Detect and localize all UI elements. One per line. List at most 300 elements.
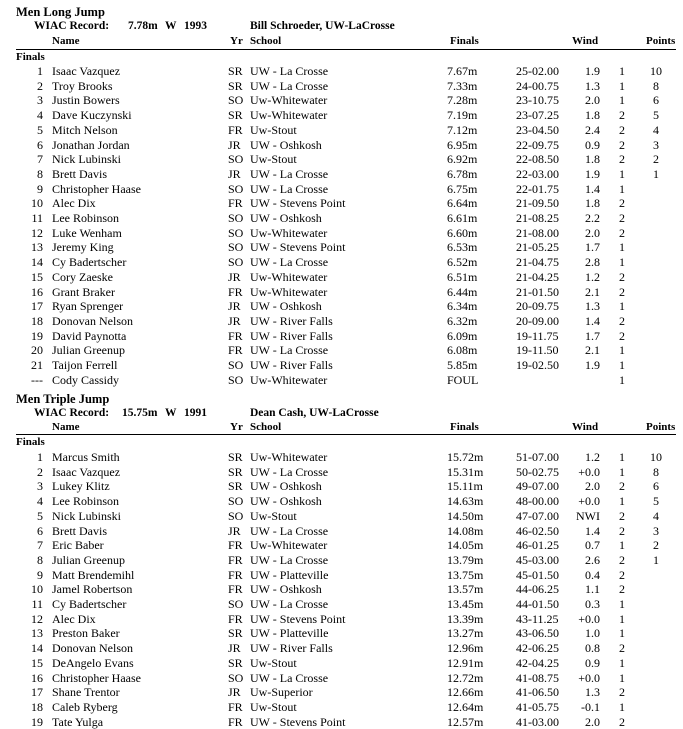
header-yr: Yr [230, 421, 243, 433]
year-cell: FR [228, 538, 243, 553]
points-cell: 4 [653, 122, 659, 137]
school-cell: UW - Oshkosh [250, 137, 322, 152]
school-cell: UW - La Crosse [250, 670, 329, 685]
mark-metric: 15.11m [447, 479, 483, 494]
year-cell: SR [228, 655, 243, 670]
year-cell: SR [228, 450, 243, 464]
place-cell: 3 [37, 479, 43, 494]
wind-cell: 1.9 [585, 166, 600, 181]
year-cell: SR [228, 479, 243, 494]
year-cell: JR [228, 137, 241, 152]
table-row [0, 285, 683, 300]
flight-cell: 1 [619, 78, 625, 93]
school-cell: Uw-Whitewater [250, 284, 328, 299]
school-cell: Uw-Stout [250, 508, 297, 523]
year-cell: SR [228, 78, 243, 93]
wind-cell: 1.1 [585, 582, 600, 597]
school-cell: UW - Platteville [250, 626, 329, 641]
place-cell: 8 [37, 166, 43, 181]
place-cell: 4 [37, 494, 43, 509]
year-cell: SO [228, 670, 244, 685]
year-cell: JR [228, 299, 241, 314]
mark-metric: 7.33m [447, 78, 478, 93]
flight-cell: 1 [619, 343, 625, 358]
mark-imperial: 51-07.00 [516, 450, 559, 464]
column-headers [0, 421, 683, 435]
table-row [0, 612, 683, 627]
place-cell: 13 [31, 626, 43, 641]
school-cell: UW - La Crosse [250, 597, 329, 611]
school-cell: UW - Stevens Point [250, 196, 346, 211]
place-cell: 19 [31, 714, 43, 729]
flight-cell: 1 [619, 299, 625, 314]
mark-imperial: 20-09.75 [516, 299, 559, 314]
school-cell: UW - River Falls [250, 328, 333, 343]
mark-metric: 15.72m [447, 450, 484, 464]
flight-cell: 2 [619, 225, 625, 240]
athlete-name: Christopher Haase [52, 181, 141, 196]
header-finals: Finals [450, 35, 479, 47]
wind-cell: -0.1 [581, 699, 600, 714]
place-cell: 15 [31, 269, 43, 284]
athlete-name: Luke Wenham [52, 225, 122, 240]
year-cell: JR [228, 523, 241, 538]
place-cell: --- [31, 372, 43, 387]
mark-metric: 7.12m [447, 122, 478, 137]
wind-cell: 2.0 [585, 225, 600, 240]
athlete-name: Taijon Ferrell [52, 358, 118, 372]
athlete-name: Cy Badertscher [52, 597, 127, 611]
flight-cell: 1 [619, 358, 625, 372]
flight-cell: 2 [619, 269, 625, 284]
athlete-name: Alec Dix [52, 196, 96, 211]
place-cell: 16 [31, 670, 43, 685]
athlete-name: Shane Trentor [52, 685, 120, 700]
table-row [0, 270, 683, 285]
year-cell: SR [228, 64, 243, 78]
wind-cell: 0.9 [585, 137, 600, 152]
wind-cell: 1.7 [585, 240, 600, 255]
event-title: Men Triple Jump [16, 392, 110, 406]
year-cell: SR [228, 626, 243, 641]
round-label: Finals [16, 51, 45, 63]
flight-cell: 2 [619, 567, 625, 582]
place-cell: 6 [37, 523, 43, 538]
wind-cell: +0.0 [578, 494, 600, 509]
mark-metric: 12.91m [447, 655, 484, 670]
table-row [0, 553, 683, 568]
header-points: Points [646, 35, 676, 47]
mark-metric: 6.75m [447, 181, 478, 196]
mark-imperial: 44-06.25 [516, 582, 559, 597]
place-cell: 10 [31, 582, 43, 597]
mark-metric: 6.51m [447, 269, 478, 284]
header-school: School [250, 35, 282, 47]
mark-metric: 12.72m [447, 670, 484, 685]
mark-imperial: 43-06.50 [516, 626, 559, 641]
place-cell: 15 [31, 655, 43, 670]
flight-cell: 2 [619, 479, 625, 494]
flight-cell: 1 [619, 597, 625, 611]
school-cell: UW - Stevens Point [250, 611, 346, 626]
year-cell: SO [228, 93, 244, 108]
year-cell: JR [228, 313, 241, 328]
place-cell: 7 [37, 152, 43, 167]
flight-cell: 1 [619, 655, 625, 670]
wind-cell: 2.0 [585, 479, 600, 494]
year-cell: JR [228, 685, 241, 700]
year-cell: SO [228, 597, 244, 611]
mark-imperial: 48-00.00 [516, 494, 559, 509]
place-cell: 4 [37, 108, 43, 123]
year-cell: FR [228, 122, 243, 137]
wind-cell: 0.3 [585, 597, 600, 611]
wind-cell: 1.3 [585, 299, 600, 314]
school-cell: Uw-Whitewater [250, 108, 328, 123]
points-cell: 2 [653, 538, 659, 553]
mark-metric: 13.79m [447, 552, 484, 567]
flight-cell: 2 [619, 196, 625, 211]
flight-cell: 2 [619, 685, 625, 700]
table-row [0, 255, 683, 270]
mark-imperial: 46-01.25 [516, 538, 559, 553]
athlete-name: DeAngelo Evans [52, 655, 134, 670]
wind-cell: 2.1 [585, 284, 600, 299]
flight-cell: 1 [619, 611, 625, 626]
table-row [0, 343, 683, 358]
header-finals: Finals [450, 421, 479, 433]
mark-imperial: 50-02.75 [516, 464, 559, 479]
table-row [0, 373, 683, 388]
mark-imperial: 22-09.75 [516, 137, 559, 152]
wind-cell: 1.8 [585, 152, 600, 167]
athlete-name: Julian Greenup [52, 343, 125, 358]
year-cell: FR [228, 714, 243, 729]
athlete-name: Tate Yulga [52, 714, 104, 729]
school-cell: Uw-Whitewater [250, 372, 328, 387]
year-cell: SO [228, 181, 244, 196]
school-cell: UW - Oshkosh [250, 479, 322, 494]
table-row [0, 108, 683, 123]
mark-imperial: 47-07.00 [516, 508, 559, 523]
mark-metric: 14.63m [447, 494, 484, 509]
mark-metric: FOUL [447, 372, 479, 387]
athlete-name: Alec Dix [52, 611, 96, 626]
athlete-name: Isaac Vazquez [52, 464, 121, 479]
athlete-name: Lukey Klitz [52, 479, 110, 494]
year-cell: SO [228, 255, 244, 270]
mark-imperial: 46-02.50 [516, 523, 559, 538]
column-headers [0, 35, 683, 49]
place-cell: 9 [37, 181, 43, 196]
header-wind: Wind [572, 35, 599, 47]
athlete-name: Donovan Nelson [52, 641, 133, 656]
round-label: Finals [16, 436, 45, 448]
flight-cell: 1 [619, 166, 625, 181]
athlete-name: Brett Davis [52, 166, 107, 181]
athlete-name: Preston Baker [52, 626, 120, 641]
points-cell: 8 [653, 78, 659, 93]
table-row [0, 538, 683, 553]
record-mark: 15.75m [122, 407, 158, 419]
record-mark: 7.78m [128, 20, 158, 32]
mark-imperial: 49-07.00 [516, 479, 559, 494]
table-row [0, 494, 683, 509]
header-points: Points [646, 421, 676, 433]
year-cell: SO [228, 372, 244, 387]
wind-cell: 1.4 [585, 523, 600, 538]
flight-cell: 2 [619, 523, 625, 538]
wind-cell: 1.3 [585, 78, 600, 93]
wind-cell: 2.0 [585, 93, 600, 108]
wind-cell: 0.7 [585, 538, 600, 553]
place-cell: 2 [37, 464, 43, 479]
mark-imperial: 25-02.00 [516, 64, 559, 78]
year-cell: FR [228, 196, 243, 211]
year-cell: FR [228, 552, 243, 567]
athlete-name: Lee Robinson [52, 494, 119, 509]
mark-metric: 15.31m [447, 464, 484, 479]
header-school: School [250, 421, 282, 433]
mark-metric: 14.50m [447, 508, 484, 523]
school-cell: UW - La Crosse [250, 181, 329, 196]
table-row [0, 479, 683, 494]
table-row [0, 226, 683, 241]
flight-cell: 1 [619, 464, 625, 479]
athlete-name: Dave Kuczynski [52, 108, 132, 123]
event-title: Men Long Jump [16, 5, 105, 19]
table-row [0, 123, 683, 138]
table-row [0, 656, 683, 671]
points-cell: 5 [653, 108, 659, 123]
year-cell: FR [228, 328, 243, 343]
table-row [0, 582, 683, 597]
mark-imperial: 21-09.50 [516, 196, 559, 211]
wind-cell: 2.1 [585, 343, 600, 358]
mark-metric: 12.66m [447, 685, 484, 700]
school-cell: Uw-Stout [250, 152, 297, 167]
wind-cell: 2.0 [585, 714, 600, 729]
school-cell: UW - Platteville [250, 567, 329, 582]
mark-metric: 6.44m [447, 284, 478, 299]
school-cell: Uw-Whitewater [250, 538, 328, 553]
record-holder: Bill Schroeder, UW-LaCrosse [250, 20, 395, 32]
athlete-name: Julian Greenup [52, 552, 125, 567]
athlete-name: Isaac Vazquez [52, 64, 121, 78]
mark-imperial: 22-01.75 [516, 181, 559, 196]
mark-metric: 12.64m [447, 699, 484, 714]
place-cell: 10 [31, 196, 43, 211]
place-cell: 1 [37, 450, 43, 464]
wind-cell: 2.2 [585, 211, 600, 225]
record-wind-flag: W [165, 20, 177, 32]
year-cell: SR [228, 108, 243, 123]
flight-cell: 2 [619, 313, 625, 328]
school-cell: UW - Oshkosh [250, 582, 322, 597]
athlete-name: Nick Lubinski [52, 152, 121, 167]
school-cell: UW - Stevens Point [250, 714, 346, 729]
mark-metric: 6.08m [447, 343, 478, 358]
place-cell: 18 [31, 699, 43, 714]
athlete-name: Matt Brendemihl [52, 567, 135, 582]
place-cell: 20 [31, 343, 43, 358]
mark-imperial: 21-04.75 [516, 255, 559, 270]
mark-imperial: 44-01.50 [516, 597, 559, 611]
table-row [0, 79, 683, 94]
athlete-name: Brett Davis [52, 523, 107, 538]
flight-cell: 2 [619, 137, 625, 152]
points-cell: 3 [653, 137, 659, 152]
flight-cell: 1 [619, 699, 625, 714]
place-cell: 13 [31, 240, 43, 255]
mark-imperial: 19-02.50 [516, 358, 559, 372]
mark-metric: 6.52m [447, 255, 478, 270]
header-rule [16, 434, 676, 435]
mark-imperial: 41-05.75 [516, 699, 559, 714]
school-cell: UW - Stevens Point [250, 240, 346, 255]
athlete-name: Nick Lubinski [52, 508, 121, 523]
place-cell: 12 [31, 611, 43, 626]
athlete-name: Ryan Sprenger [52, 299, 124, 314]
table-row [0, 138, 683, 153]
flight-cell: 2 [619, 582, 625, 597]
table-row [0, 64, 683, 79]
mark-imperial: 19-11.50 [516, 343, 559, 358]
mark-imperial: 41-08.75 [516, 670, 559, 685]
table-row [0, 671, 683, 686]
year-cell: FR [228, 582, 243, 597]
points-cell: 6 [653, 479, 659, 494]
year-cell: JR [228, 641, 241, 656]
year-cell: SO [228, 152, 244, 167]
athlete-name: Justin Bowers [52, 93, 120, 108]
place-cell: 8 [37, 552, 43, 567]
table-row [0, 597, 683, 612]
mark-metric: 13.75m [447, 567, 484, 582]
table-row [0, 715, 683, 729]
mark-imperial: 22-03.00 [516, 166, 559, 181]
school-cell: Uw-Superior [250, 685, 313, 700]
table-row [0, 685, 683, 700]
school-cell: UW - Oshkosh [250, 299, 322, 314]
mark-metric: 12.57m [447, 714, 484, 729]
mark-metric: 13.39m [447, 611, 484, 626]
mark-metric: 6.53m [447, 240, 478, 255]
wind-cell: 0.9 [585, 655, 600, 670]
flight-cell: 1 [619, 240, 625, 255]
athlete-name: Caleb Ryberg [52, 699, 118, 714]
mark-metric: 7.28m [447, 93, 478, 108]
flight-cell: 2 [619, 211, 625, 225]
place-cell: 2 [37, 78, 43, 93]
table-row [0, 329, 683, 344]
points-cell: 2 [653, 152, 659, 167]
wind-cell: 1.2 [585, 450, 600, 464]
wind-cell: 1.0 [585, 626, 600, 641]
header-yr: Yr [230, 35, 243, 47]
flight-cell: 2 [619, 284, 625, 299]
place-cell: 11 [31, 597, 43, 611]
header-name: Name [52, 421, 80, 433]
table-row [0, 568, 683, 583]
school-cell: UW - River Falls [250, 641, 333, 656]
year-cell: FR [228, 611, 243, 626]
athlete-name: Donovan Nelson [52, 313, 133, 328]
mark-metric: 7.67m [447, 64, 478, 78]
place-cell: 12 [31, 225, 43, 240]
school-cell: UW - River Falls [250, 358, 333, 372]
school-cell: UW - River Falls [250, 313, 333, 328]
mark-metric: 6.34m [447, 299, 478, 314]
year-cell: SO [228, 494, 244, 509]
school-cell: UW - La Crosse [250, 166, 329, 181]
year-cell: SO [228, 358, 244, 372]
mark-metric: 6.95m [447, 137, 478, 152]
flight-cell: 2 [619, 552, 625, 567]
mark-imperial: 23-10.75 [516, 93, 559, 108]
school-cell: Uw-Whitewater [250, 269, 328, 284]
mark-metric: 13.45m [447, 597, 484, 611]
place-cell: 19 [31, 328, 43, 343]
school-cell: UW - La Crosse [250, 78, 329, 93]
flight-cell: 1 [619, 538, 625, 553]
school-cell: Uw-Whitewater [250, 450, 328, 464]
wind-cell: 1.4 [585, 181, 600, 196]
wind-cell: 1.8 [585, 108, 600, 123]
school-cell: UW - La Crosse [250, 464, 329, 479]
mark-imperial: 23-04.50 [516, 122, 559, 137]
flight-cell: 1 [619, 255, 625, 270]
points-cell: 10 [650, 450, 662, 464]
table-row [0, 700, 683, 715]
year-cell: JR [228, 269, 241, 284]
mark-imperial: 41-06.50 [516, 685, 559, 700]
flight-cell: 1 [619, 626, 625, 641]
mark-metric: 7.19m [447, 108, 478, 123]
school-cell: UW - La Crosse [250, 552, 329, 567]
wind-cell: 1.9 [585, 64, 600, 78]
school-cell: Uw-Stout [250, 655, 297, 670]
header-rule [16, 49, 676, 50]
wind-cell: 2.8 [585, 255, 600, 270]
table-row [0, 167, 683, 182]
place-cell: 7 [37, 538, 43, 553]
athlete-name: Lee Robinson [52, 211, 119, 225]
mark-metric: 6.92m [447, 152, 478, 167]
school-cell: Uw-Stout [250, 699, 297, 714]
mark-metric: 6.32m [447, 313, 478, 328]
flight-cell: 2 [619, 508, 625, 523]
wind-cell: 1.8 [585, 196, 600, 211]
mark-imperial: 19-11.75 [516, 328, 559, 343]
athlete-name: Jonathan Jordan [52, 137, 130, 152]
flight-cell: 1 [619, 670, 625, 685]
table-row [0, 358, 683, 373]
flight-cell: 1 [619, 494, 625, 509]
mark-imperial: 21-08.00 [516, 225, 559, 240]
table-row [0, 524, 683, 539]
flight-cell: 2 [619, 122, 625, 137]
mark-metric: 12.96m [447, 641, 484, 656]
athlete-name: Marcus Smith [52, 450, 120, 464]
mark-imperial: 41-03.00 [516, 714, 559, 729]
school-cell: Uw-Stout [250, 122, 297, 137]
place-cell: 18 [31, 313, 43, 328]
flight-cell: 1 [619, 64, 625, 78]
school-cell: Uw-Whitewater [250, 93, 328, 108]
year-cell: JR [228, 166, 241, 181]
wind-cell: +0.0 [578, 670, 600, 685]
